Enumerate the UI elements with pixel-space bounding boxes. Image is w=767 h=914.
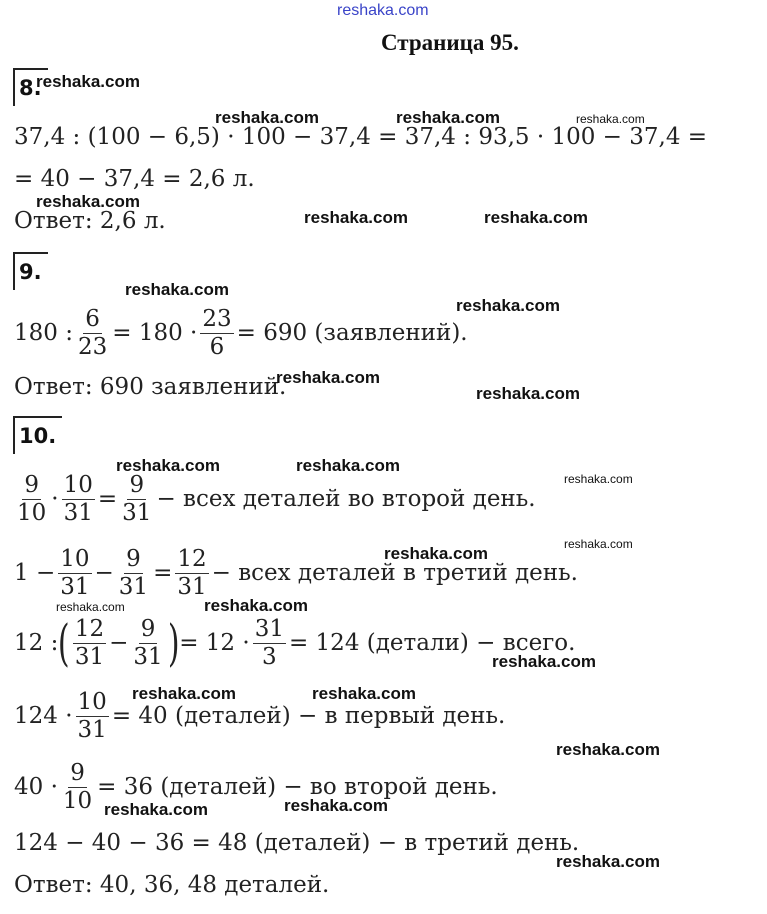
fraction: $\frac{9}{31}$ [133, 616, 163, 670]
fraction: $\frac{10}{31}$ [77, 689, 107, 743]
fraction: $\frac{6}{23}$ [77, 306, 108, 360]
task-8-line-1: 37,4 : (100 − 6,5) · 100 − 37,4 = 37,4 : 93,5 · 100 − 37,4 = [14, 124, 708, 150]
task-8-line-2: = 40 − 37,4 = 2,6 л. [14, 166, 255, 192]
watermark: reshaka.com [396, 108, 500, 127]
task-10-line-6: 124 − 40 − 36 = 48 (деталей) − в третий день. [14, 830, 580, 856]
watermark: reshaka.com [56, 600, 125, 614]
watermark: reshaka.com [104, 800, 208, 819]
watermark: reshaka.com [276, 368, 380, 387]
task-10-answer: Ответ: 40, 36, 48 деталей. [14, 872, 330, 898]
fraction: $\frac{10}{31}$ [60, 546, 90, 600]
watermark: reshaka.com [132, 684, 236, 703]
watermark: reshaka.com [384, 544, 488, 563]
fraction: $\frac{12}{31}$ [74, 616, 105, 670]
watermark: reshaka.com [476, 384, 580, 403]
watermark: reshaka.com [312, 684, 416, 703]
task-8-answer: Ответ: 2,6 л. [14, 208, 166, 234]
watermark: reshaka.com [564, 472, 633, 486]
task-10-number: 10. [13, 416, 62, 454]
watermark: reshaka.com [456, 296, 560, 315]
watermark: reshaka.com [36, 72, 140, 91]
fraction: $\frac{12}{31}$ [177, 546, 207, 600]
watermark: reshaka.com [36, 192, 140, 211]
task-10-line-4: 124 · $\frac{10}{31}$ = 40 (деталей) − в первый день. [14, 689, 506, 743]
watermark: reshaka.com [296, 456, 400, 475]
fraction: $\frac{10}{31}$ [63, 472, 93, 526]
watermark: reshaka.com [284, 796, 388, 815]
top-watermark: reshaka.com [337, 2, 429, 19]
watermark: reshaka.com [576, 112, 645, 126]
task-8-number: 8. [13, 68, 48, 106]
fraction: $\frac{23}{6}$ [202, 306, 232, 360]
task-10-line-2: 1 − $\frac{10}{31}$ − $\frac{9}{31}$ = $\frac{12}{31}$ − всех деталей в третий день. [14, 546, 578, 600]
fraction: $\frac{9}{10}$ [62, 760, 93, 814]
fraction: $\frac{9}{31}$ [118, 546, 149, 600]
task-9-number: 9. [13, 252, 48, 290]
task-10-line-1: $\frac{9}{10}$ · $\frac{10}{31}$ = $\frac{9}{31}$ − всех деталей во второй день. [17, 472, 536, 526]
watermark: reshaka.com [116, 456, 220, 475]
page-title: Страница 95. [381, 30, 519, 55]
watermark: reshaka.com [125, 280, 229, 299]
task-9-answer: Ответ: 690 заявлений. [14, 374, 287, 400]
task-9-line-1: 180 : $\frac{6}{23}$ = 180 · $\frac{23}{6}$ = 690 (заявлений). [14, 306, 468, 360]
fraction: $\frac{9}{31}$ [122, 472, 152, 526]
watermark: reshaka.com [556, 740, 660, 759]
fraction: $\frac{31}{3}$ [254, 616, 284, 670]
watermark: reshaka.com [564, 537, 633, 551]
fraction: $\frac{9}{10}$ [17, 472, 47, 526]
watermark: reshaka.com [215, 108, 319, 127]
watermark: reshaka.com [304, 208, 408, 227]
task-10-line-3: 12 : ( $\frac{12}{31}$ − $\frac{9}{31}$ ) = 12 · $\frac{31}{3}$ = 124 (детали) − всего. [14, 614, 576, 672]
watermark: reshaka.com [492, 652, 596, 671]
watermark: reshaka.com [556, 852, 660, 871]
watermark: reshaka.com [204, 596, 308, 615]
watermark: reshaka.com [484, 208, 588, 227]
task-10-line-5: 40 · $\frac{9}{10}$ = 36 (деталей) − во второй день. [14, 760, 498, 814]
